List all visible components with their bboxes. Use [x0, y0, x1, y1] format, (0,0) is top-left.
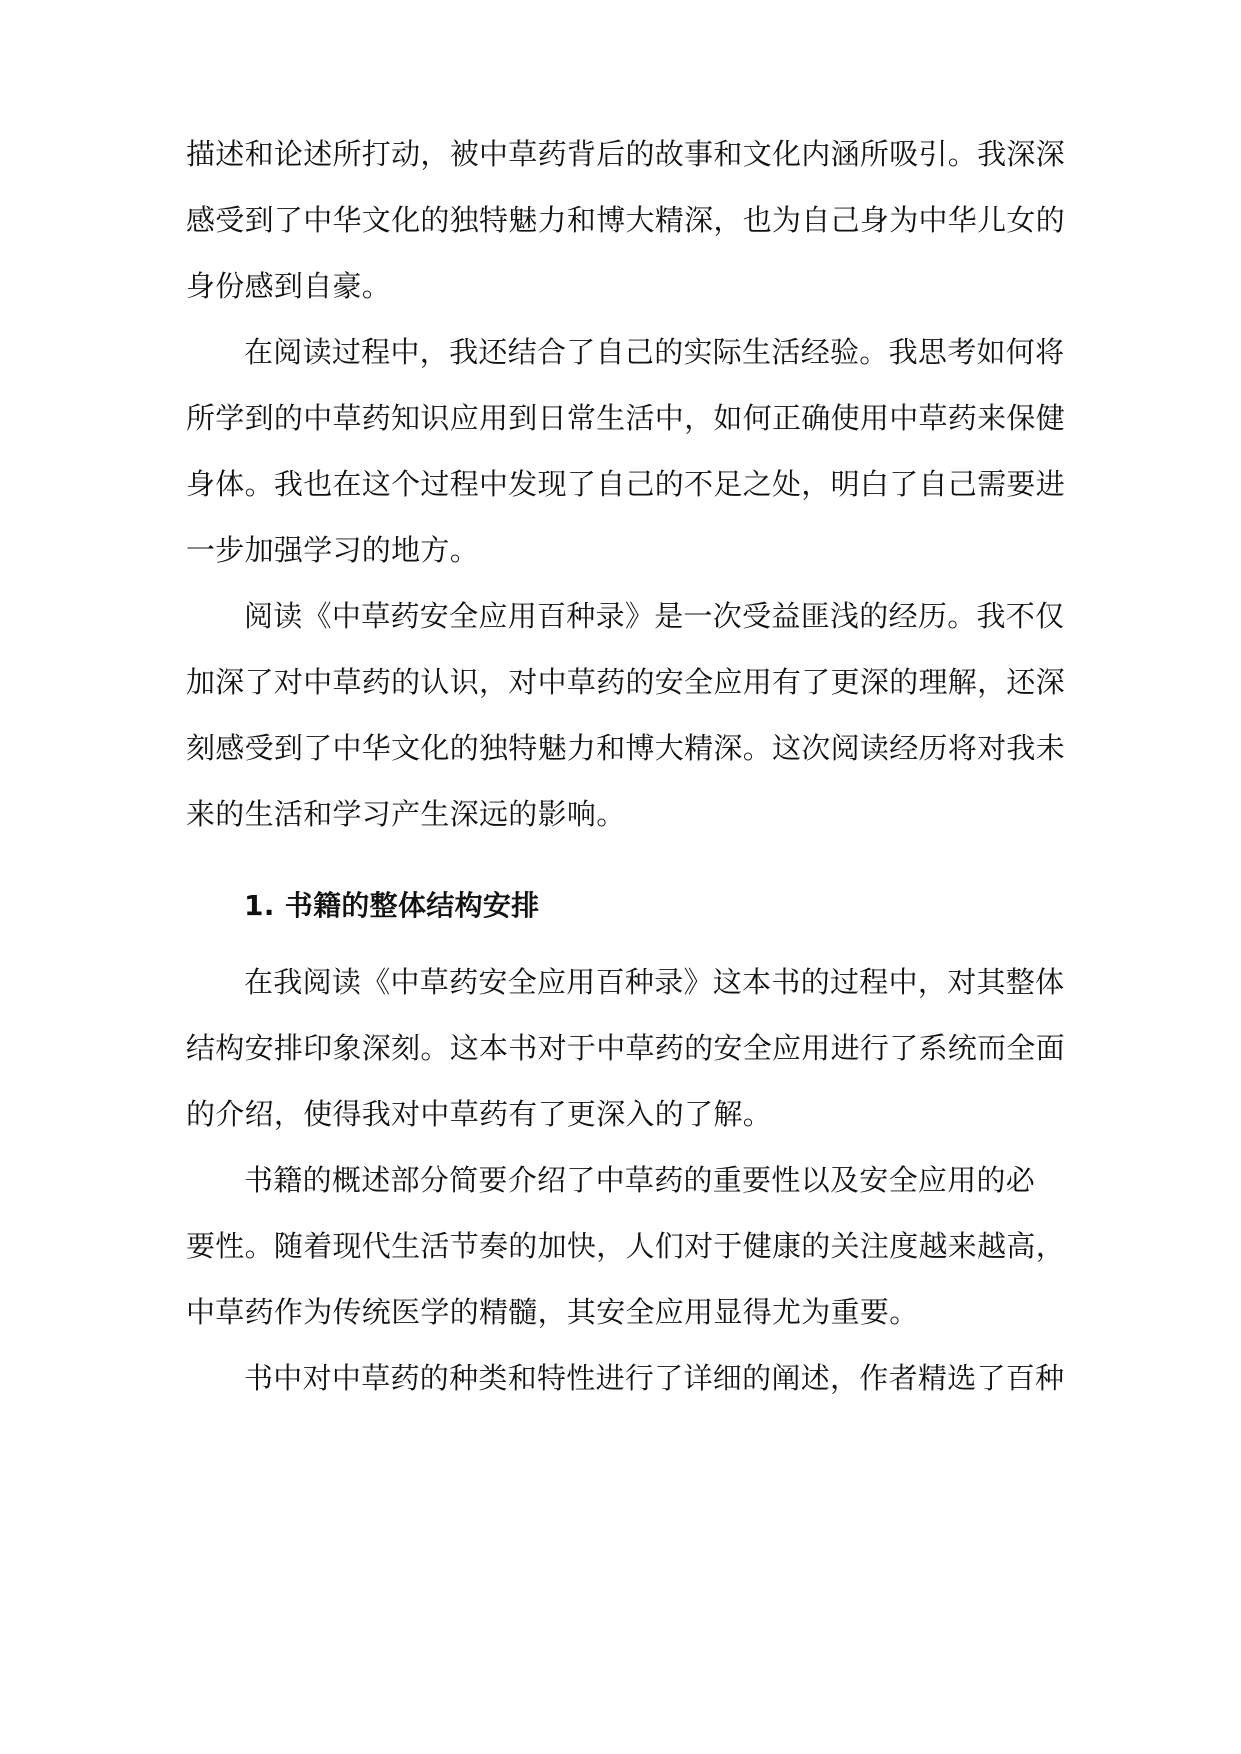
text-line: 描述和论述所打动，被中草药背后的故事和文化内涵所吸引。我深深 [186, 137, 1066, 171]
text-line: 书籍的概述部分简要介绍了中草药的重要性以及安全应用的必 [244, 1163, 1036, 1197]
text-line: 在我阅读《中草药安全应用百种录》这本书的过程中，对其整体 [244, 965, 1065, 999]
text-line: 来的生活和学习产生深远的影响。 [186, 797, 626, 831]
text-line: 所学到的中草药知识应用到日常生活中，如何正确使用中草药来保健 [186, 401, 1066, 435]
text-line: 刻感受到了中华文化的独特魅力和博大精深。这次阅读经历将对我未 [186, 731, 1066, 765]
text-line: 加深了对中草药的认识，对中草药的安全应用有了更深的理解，还深 [186, 665, 1066, 699]
text-line: 的介绍，使得我对中草药有了更深入的了解。 [186, 1097, 773, 1131]
text-line: 在阅读过程中，我还结合了自己的实际生活经验。我思考如何将 [244, 335, 1065, 369]
text-line: 结构安排印象深刻。这本书对于中草药的安全应用进行了系统而全面 [186, 1031, 1066, 1065]
text-line: 感受到了中华文化的独特魅力和博大精深，也为自己身为中华儿女的 [186, 203, 1066, 237]
text-line: 书中对中草药的种类和特性进行了详细的阐述，作者精选了百种 [244, 1361, 1065, 1395]
text-line: 阅读《中草药安全应用百种录》是一次受益匪浅的经历。我不仅 [244, 599, 1065, 633]
text-line: 一步加强学习的地方。 [186, 533, 480, 567]
text-line: 身份感到自豪。 [186, 269, 392, 303]
text-line: 要性。随着现代生活节奏的加快，人们对于健康的关注度越来越高， [186, 1229, 1066, 1263]
text-line: 中草药作为传统医学的精髓，其安全应用显得尤为重要。 [186, 1295, 919, 1329]
section-heading: 1. 书籍的整体结构安排 [244, 889, 540, 922]
text-line: 身体。我也在这个过程中发现了自己的不足之处，明白了自己需要进 [186, 467, 1066, 501]
